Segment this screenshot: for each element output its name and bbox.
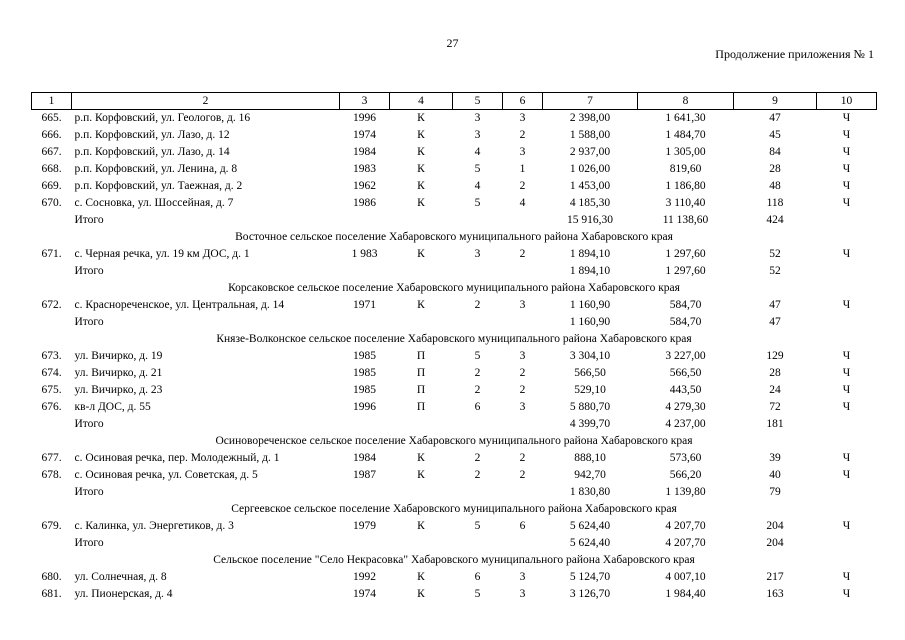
cell-col-8: 566,50 (669, 367, 702, 379)
cell-col-7: 529,10 (574, 384, 606, 396)
cell-col-4: П (416, 401, 426, 413)
cell-col-5: 5 (474, 588, 481, 600)
cell-col-3: 1974 (353, 129, 376, 141)
cell-col-2: Итого (74, 316, 104, 328)
cell-col-3: 1983 (353, 163, 376, 175)
cell-col-3: 1985 (353, 367, 376, 379)
cell-col-10 (817, 314, 877, 331)
cell-col-1: 665. (41, 112, 62, 124)
cell-col-2: с. Осиновая речка, ул. Советская, д. 5 (74, 469, 258, 481)
table-row (32, 297, 877, 314)
cell-col-10 (817, 416, 877, 433)
cell-col-2: кв-л ДОС, д. 55 (74, 401, 151, 413)
cell-col-4: К (417, 452, 425, 464)
cell-col-7: 1 894,10 (569, 265, 611, 277)
cell-col-4 (390, 484, 453, 501)
cell-col-7: 2 398,00 (569, 112, 611, 124)
cell-col-2: Итого (74, 265, 104, 277)
cell-col-5: 3 (474, 129, 481, 141)
table-row (32, 382, 877, 399)
cell-col-1: 667. (41, 146, 62, 158)
cell-col-4: К (417, 112, 425, 124)
cell-col-8: 1 139,80 (665, 486, 706, 498)
cell-col-10: Ч (842, 112, 851, 124)
cell-col-4: К (417, 163, 425, 175)
cell-col-10 (817, 263, 877, 280)
cell-col-4: К (417, 469, 425, 481)
cell-col-9: 28 (769, 367, 781, 379)
cell-col-8: 573,60 (669, 452, 702, 464)
cell-col-5: 4 (474, 180, 481, 192)
header-cell-3: 3 (340, 93, 390, 110)
section-heading-row (32, 433, 877, 450)
cell-col-2: р.п. Корфовский, ул. Таежная, д. 2 (74, 180, 243, 192)
cell-col-7: 942,70 (574, 469, 606, 481)
cell-col-4: К (417, 520, 425, 532)
cell-col-8: 4 207,70 (665, 537, 706, 549)
cell-col-1: 670. (41, 197, 62, 209)
cell-col-2: с. Осиновая речка, пер. Молодежный, д. 1 (74, 452, 280, 464)
cell-col-7: 1 588,00 (569, 129, 611, 141)
table-row (32, 127, 877, 144)
cell-col-10: Ч (842, 129, 851, 141)
cell-col-10: Ч (842, 588, 851, 600)
table-header-row (32, 93, 877, 110)
cell-col-2: с. Калинка, ул. Энергетиков, д. 3 (74, 520, 234, 532)
cell-col-8: 443,50 (669, 384, 702, 396)
cell-col-7: 5 124,70 (569, 571, 611, 583)
section-heading: Князе-Волконское сельское поселение Хабаровского муниципального района Хабаровского края (216, 333, 692, 345)
table-row (32, 365, 877, 382)
cell-col-7: 5 624,40 (569, 537, 611, 549)
cell-col-4: П (416, 367, 426, 379)
cell-col-6: 2 (519, 129, 526, 141)
cell-col-2: р.п. Корфовский, ул. Лазо, д. 14 (74, 146, 230, 158)
cell-col-10: Ч (842, 401, 851, 413)
cell-col-2: ул. Солнечная, д. 8 (74, 571, 167, 583)
cell-col-9: 79 (769, 486, 781, 498)
cell-col-3: 1985 (353, 384, 376, 396)
cell-col-6: 2 (519, 367, 526, 379)
cell-col-9: 52 (769, 248, 781, 260)
cell-col-7: 3 126,70 (569, 588, 611, 600)
cell-col-3: 1962 (353, 180, 376, 192)
header-cell-9: 9 (734, 93, 817, 110)
cell-col-4 (390, 212, 453, 229)
cell-col-6: 3 (519, 299, 526, 311)
cell-col-8: 1 484,70 (665, 129, 706, 141)
cell-col-10: Ч (842, 384, 851, 396)
cell-col-9: 129 (766, 350, 784, 362)
continuation-note: Продолжение приложения № 1 (715, 47, 874, 61)
cell-col-2: Итого (74, 537, 104, 549)
cell-col-10: Ч (842, 299, 851, 311)
cell-col-4: К (417, 571, 425, 583)
cell-col-1: 674. (41, 367, 62, 379)
cell-col-5: 6 (474, 401, 481, 413)
cell-col-5 (453, 416, 503, 433)
cell-col-4: К (417, 248, 425, 260)
table-row (32, 450, 877, 467)
cell-col-2: с. Сосновка, ул. Шоссейная, д. 7 (74, 197, 234, 209)
header-cell-2: 2 (72, 93, 340, 110)
cell-col-9: 39 (769, 452, 781, 464)
cell-col-5: 3 (474, 248, 481, 260)
cell-col-3: 1979 (353, 520, 376, 532)
total-row (32, 416, 877, 433)
cell-col-1 (32, 314, 72, 331)
cell-col-5: 3 (474, 112, 481, 124)
cell-col-1: 678. (41, 469, 62, 481)
cell-col-2: ул. Вичирко, д. 19 (74, 350, 163, 362)
cell-col-6: 3 (519, 401, 526, 413)
housing-table (31, 92, 877, 603)
cell-col-8: 584,70 (669, 299, 702, 311)
cell-col-9: 163 (766, 588, 784, 600)
cell-col-8: 4 207,70 (665, 520, 706, 532)
cell-col-3 (340, 212, 390, 229)
cell-col-5: 4 (474, 146, 481, 158)
header-cell-6: 6 (503, 93, 543, 110)
cell-col-5 (453, 535, 503, 552)
table-row (32, 110, 877, 128)
table-row (32, 586, 877, 603)
cell-col-2: Итого (74, 214, 104, 226)
cell-col-6: 6 (519, 520, 526, 532)
cell-col-8: 3 110,40 (665, 197, 706, 209)
cell-col-8: 11 138,60 (662, 214, 709, 226)
header-cell-7: 7 (543, 93, 638, 110)
header-cell-1: 1 (32, 93, 72, 110)
cell-col-6: 4 (519, 197, 526, 209)
table-body (32, 93, 877, 604)
cell-col-9: 72 (769, 401, 781, 413)
cell-col-7: 3 304,10 (569, 350, 611, 362)
table-row (32, 467, 877, 484)
cell-col-7: 15 916,30 (567, 214, 613, 226)
cell-col-7: 566,50 (574, 367, 606, 379)
cell-col-2: ул. Вичирко, д. 23 (74, 384, 163, 396)
cell-col-9: 118 (766, 197, 784, 209)
cell-col-5: 2 (474, 452, 481, 464)
cell-col-8: 1 984,40 (665, 588, 706, 600)
section-heading: Сельское поселение "Село Некрасовка" Хабаровского муниципального района Хабаровского края (213, 554, 695, 566)
cell-col-3 (340, 535, 390, 552)
cell-col-9: 47 (769, 316, 781, 328)
cell-col-6 (503, 314, 543, 331)
cell-col-2: Итого (74, 486, 104, 498)
cell-col-10: Ч (842, 180, 851, 192)
cell-col-2: р.п. Корфовский, ул. Геологов, д. 16 (74, 112, 251, 124)
cell-col-2: с. Краснореченское, ул. Центральная, д. 14 (74, 299, 285, 311)
cell-col-9: 24 (769, 384, 781, 396)
cell-col-3: 1 983 (351, 248, 378, 260)
table-row (32, 246, 877, 263)
section-heading-row (32, 501, 877, 518)
cell-col-4 (390, 263, 453, 280)
cell-col-1: 672. (41, 299, 62, 311)
cell-col-5: 5 (474, 520, 481, 532)
cell-col-6 (503, 212, 543, 229)
total-row (32, 212, 877, 229)
cell-col-4: К (417, 129, 425, 141)
cell-col-9: 45 (769, 129, 781, 141)
cell-col-2: р.п. Корфовский, ул. Лазо, д. 12 (74, 129, 230, 141)
cell-col-3: 1987 (353, 469, 376, 481)
cell-col-1: 680. (41, 571, 62, 583)
cell-col-10: Ч (842, 367, 851, 379)
section-heading: Корсаковское сельское поселение Хабаровского муниципального района Хабаровского края (228, 282, 680, 294)
cell-col-10: Ч (842, 452, 851, 464)
cell-col-4 (390, 314, 453, 331)
cell-col-3: 1992 (353, 571, 376, 583)
cell-col-1: 676. (41, 401, 62, 413)
section-heading-row (32, 331, 877, 348)
cell-col-6: 3 (519, 350, 526, 362)
cell-col-10 (817, 212, 877, 229)
cell-col-1: 666. (41, 129, 62, 141)
cell-col-9: 52 (769, 265, 781, 277)
cell-col-3 (340, 314, 390, 331)
section-heading: Восточное сельское поселение Хабаровского муниципального района Хабаровского края (235, 231, 673, 243)
cell-col-8: 819,60 (669, 163, 702, 175)
cell-col-4: К (417, 146, 425, 158)
cell-col-9: 40 (769, 469, 781, 481)
cell-col-7: 5 624,40 (569, 520, 611, 532)
cell-col-3 (340, 416, 390, 433)
cell-col-6: 3 (519, 588, 526, 600)
cell-col-6: 2 (519, 180, 526, 192)
cell-col-3 (340, 484, 390, 501)
header-cell-4: 4 (390, 93, 453, 110)
cell-col-1: 675. (41, 384, 62, 396)
cell-col-3: 1996 (353, 112, 376, 124)
cell-col-10: Ч (842, 520, 851, 532)
table-row (32, 144, 877, 161)
cell-col-5 (453, 212, 503, 229)
cell-col-9: 204 (766, 520, 784, 532)
total-row (32, 314, 877, 331)
cell-col-2: ул. Вичирко, д. 21 (74, 367, 163, 379)
cell-col-1 (32, 535, 72, 552)
cell-col-3: 1985 (353, 350, 376, 362)
cell-col-5 (453, 314, 503, 331)
cell-col-5: 5 (474, 350, 481, 362)
cell-col-10: Ч (842, 197, 851, 209)
cell-col-10: Ч (842, 469, 851, 481)
cell-col-9: 84 (769, 146, 781, 158)
table-row (32, 569, 877, 586)
cell-col-5: 2 (474, 299, 481, 311)
cell-col-8: 4 279,30 (665, 401, 706, 413)
cell-col-8: 1 186,80 (665, 180, 706, 192)
cell-col-7: 5 880,70 (569, 401, 611, 413)
table-row (32, 518, 877, 535)
cell-col-1 (32, 212, 72, 229)
cell-col-8: 4 007,10 (665, 571, 706, 583)
cell-col-2: ул. Пионерская, д. 4 (74, 588, 173, 600)
cell-col-8: 584,70 (669, 316, 702, 328)
cell-col-5: 6 (474, 571, 481, 583)
cell-col-2: Итого (74, 418, 104, 430)
cell-col-8: 1 305,00 (665, 146, 706, 158)
cell-col-4: П (416, 384, 426, 396)
table-row (32, 178, 877, 195)
section-heading-row (32, 552, 877, 569)
cell-col-5: 5 (474, 197, 481, 209)
cell-col-6: 3 (519, 112, 526, 124)
cell-col-3: 1996 (353, 401, 376, 413)
cell-col-7: 1 160,90 (569, 299, 611, 311)
cell-col-10: Ч (842, 163, 851, 175)
total-row (32, 484, 877, 501)
cell-col-5: 2 (474, 384, 481, 396)
cell-col-8: 1 297,60 (665, 265, 706, 277)
cell-col-7: 1 160,90 (569, 316, 611, 328)
cell-col-3: 1971 (353, 299, 376, 311)
cell-col-6 (503, 263, 543, 280)
cell-col-7: 1 830,80 (569, 486, 611, 498)
cell-col-6: 2 (519, 469, 526, 481)
header-cell-5: 5 (453, 93, 503, 110)
cell-col-9: 48 (769, 180, 781, 192)
cell-col-8: 3 227,00 (665, 350, 706, 362)
table-row (32, 399, 877, 416)
cell-col-6 (503, 416, 543, 433)
cell-col-9: 47 (769, 112, 781, 124)
cell-col-1: 677. (41, 452, 62, 464)
cell-col-10: Ч (842, 571, 851, 583)
cell-col-7: 4 185,30 (569, 197, 611, 209)
section-heading: Сергеевское сельское поселение Хабаровского муниципального района Хабаровского края (231, 503, 677, 515)
cell-col-1 (32, 484, 72, 501)
cell-col-7: 4 399,70 (569, 418, 611, 430)
cell-col-4: К (417, 588, 425, 600)
cell-col-5 (453, 484, 503, 501)
cell-col-1: 669. (41, 180, 62, 192)
cell-col-6: 2 (519, 384, 526, 396)
cell-col-1: 668. (41, 163, 62, 175)
cell-col-9: 47 (769, 299, 781, 311)
cell-col-10: Ч (842, 350, 851, 362)
table-row (32, 195, 877, 212)
cell-col-6 (503, 484, 543, 501)
table-row (32, 348, 877, 365)
cell-col-5 (453, 263, 503, 280)
cell-col-7: 2 937,00 (569, 146, 611, 158)
section-heading-row (32, 229, 877, 246)
cell-col-4: П (416, 350, 426, 362)
cell-col-9: 28 (769, 163, 781, 175)
cell-col-1: 679. (41, 520, 62, 532)
cell-col-8: 1 297,60 (665, 248, 706, 260)
total-row (32, 263, 877, 280)
cell-col-4: К (417, 299, 425, 311)
cell-col-6: 1 (519, 163, 526, 175)
header-cell-8: 8 (638, 93, 734, 110)
page-number: 27 (446, 36, 459, 50)
cell-col-7: 1 894,10 (569, 248, 611, 260)
cell-col-5: 5 (474, 163, 481, 175)
cell-col-4: К (417, 197, 425, 209)
cell-col-1 (32, 416, 72, 433)
cell-col-7: 1 026,00 (569, 163, 611, 175)
cell-col-10: Ч (842, 146, 851, 158)
cell-col-6: 3 (519, 146, 526, 158)
cell-col-7: 1 453,00 (569, 180, 611, 192)
cell-col-8: 4 237,00 (665, 418, 706, 430)
header-cell-10: 10 (817, 93, 877, 110)
cell-col-4: К (417, 180, 425, 192)
cell-col-3: 1984 (353, 452, 376, 464)
total-row (32, 535, 877, 552)
cell-col-1: 673. (41, 350, 62, 362)
cell-col-9: 424 (766, 214, 784, 226)
cell-col-10 (817, 535, 877, 552)
cell-col-7: 888,10 (574, 452, 606, 464)
cell-col-3 (340, 263, 390, 280)
cell-col-4 (390, 535, 453, 552)
cell-col-2: с. Черная речка, ул. 19 км ДОС, д. 1 (74, 248, 250, 260)
cell-col-6: 2 (519, 248, 526, 260)
cell-col-1 (32, 263, 72, 280)
cell-col-4 (390, 416, 453, 433)
cell-col-3: 1986 (353, 197, 376, 209)
cell-col-6 (503, 535, 543, 552)
cell-col-5: 2 (474, 367, 481, 379)
section-heading-row (32, 280, 877, 297)
cell-col-10 (817, 484, 877, 501)
cell-col-1: 681. (41, 588, 62, 600)
cell-col-9: 204 (766, 537, 784, 549)
cell-col-2: р.п. Корфовский, ул. Ленина, д. 8 (74, 163, 238, 175)
cell-col-8: 566,20 (669, 469, 702, 481)
cell-col-10: Ч (842, 248, 851, 260)
cell-col-5: 2 (474, 469, 481, 481)
cell-col-6: 2 (519, 452, 526, 464)
cell-col-8: 1 641,30 (665, 112, 706, 124)
cell-col-3: 1984 (353, 146, 376, 158)
cell-col-6: 3 (519, 571, 526, 583)
section-heading: Осиновореченское сельское поселение Хабаровского муниципального района Хабаровского края (215, 435, 693, 447)
cell-col-1: 671. (41, 248, 62, 260)
table-row (32, 161, 877, 178)
cell-col-9: 181 (766, 418, 784, 430)
cell-col-9: 217 (766, 571, 784, 583)
cell-col-3: 1974 (353, 588, 376, 600)
